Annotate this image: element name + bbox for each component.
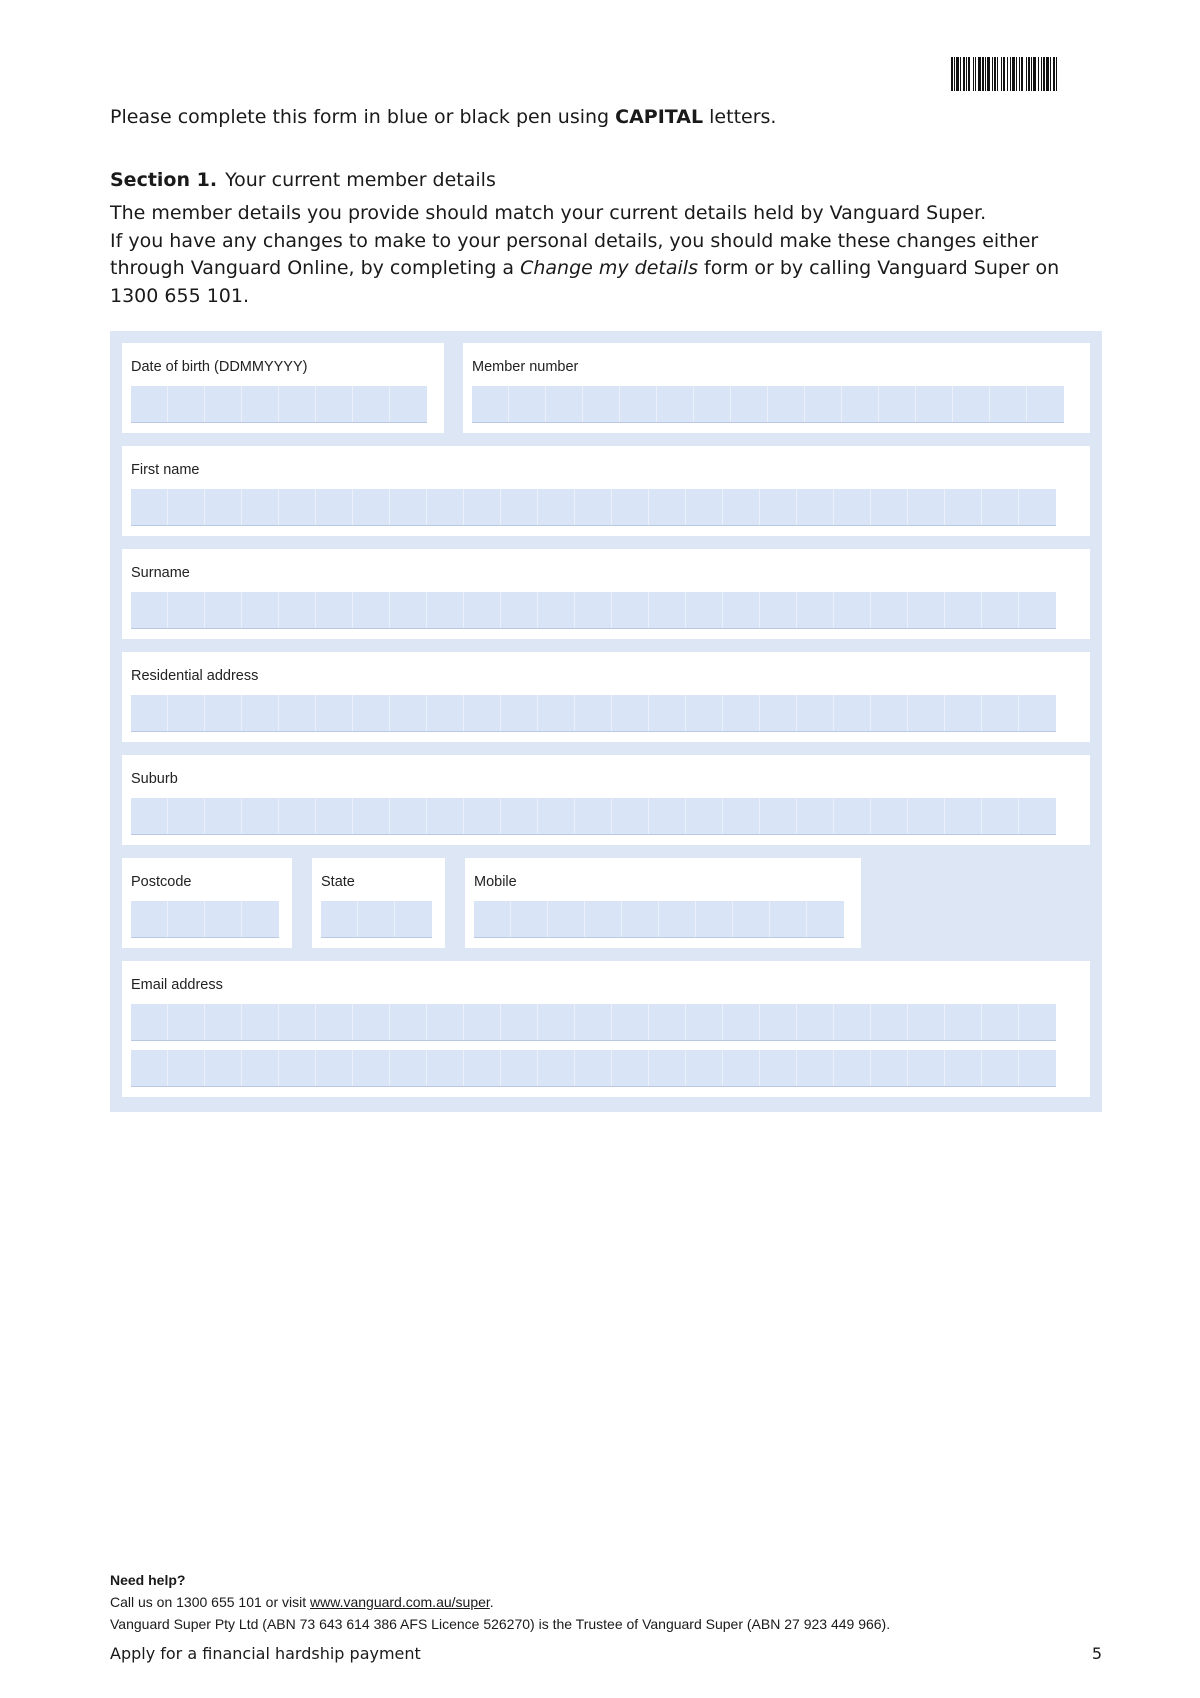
character-box[interactable] [834, 798, 871, 834]
character-box[interactable] [797, 695, 834, 731]
character-box[interactable] [871, 1004, 908, 1040]
character-box[interactable] [353, 489, 390, 525]
character-box[interactable] [464, 695, 501, 731]
character-box[interactable] [879, 386, 916, 422]
character-box[interactable] [242, 489, 279, 525]
document-title: Apply for a financial hardship payment [110, 1644, 421, 1663]
character-box[interactable] [583, 386, 620, 422]
postcode-input[interactable] [131, 901, 279, 938]
character-box[interactable] [464, 1050, 501, 1086]
character-box[interactable] [834, 592, 871, 628]
character-box[interactable] [982, 592, 1019, 628]
character-box[interactable] [723, 1050, 760, 1086]
character-box[interactable] [649, 489, 686, 525]
character-box[interactable] [908, 489, 945, 525]
character-box[interactable] [205, 386, 242, 422]
character-box[interactable] [511, 901, 548, 937]
character-box[interactable] [649, 1004, 686, 1040]
character-box[interactable] [760, 798, 797, 834]
trustee-disclosure: Vanguard Super Pty Ltd (ABN 73 643 614 386 AFS Licence 526270) is the Trustee of Vanguard Super (ABN 27 923 449 966). [110, 1616, 891, 1632]
character-box[interactable] [538, 489, 575, 525]
character-box[interactable] [168, 386, 205, 422]
character-box[interactable] [538, 695, 575, 731]
character-box[interactable] [131, 1004, 168, 1040]
character-box[interactable] [871, 798, 908, 834]
character-box[interactable] [834, 1004, 871, 1040]
character-box[interactable] [1019, 592, 1056, 628]
character-box[interactable] [575, 592, 612, 628]
character-box[interactable] [358, 901, 395, 937]
character-box[interactable] [871, 592, 908, 628]
character-box[interactable] [279, 592, 316, 628]
mobile-label: Mobile [474, 874, 517, 890]
barcode [951, 57, 1156, 91]
character-box[interactable] [316, 489, 353, 525]
member-number-label: Member number [472, 359, 579, 375]
character-box[interactable] [797, 1050, 834, 1086]
character-box[interactable] [916, 386, 953, 422]
intro-line-2: If you have any changes to make to your personal details, you should make these changes either through Vanguard Online, by completing a Change my details form or by calling Vanguard Super on 1300 655 101. [110, 229, 1060, 307]
character-box[interactable] [871, 1050, 908, 1086]
character-box[interactable] [1019, 798, 1056, 834]
character-box[interactable] [242, 1050, 279, 1086]
character-box[interactable] [723, 798, 760, 834]
character-box[interactable] [834, 695, 871, 731]
character-box[interactable] [131, 695, 168, 731]
character-box[interactable] [1019, 695, 1056, 731]
character-box[interactable] [612, 695, 649, 731]
intro-line-1: The member details you provide should match your current details held by Vanguard Super. [110, 202, 987, 224]
character-box[interactable] [723, 592, 760, 628]
character-box[interactable] [649, 1050, 686, 1086]
residential-address-label: Residential address [131, 668, 259, 684]
character-box[interactable] [168, 798, 205, 834]
character-box[interactable] [472, 386, 509, 422]
character-box[interactable] [797, 1004, 834, 1040]
character-box[interactable] [945, 695, 982, 731]
section-title: Your current member details [225, 169, 496, 191]
character-box[interactable] [131, 386, 168, 422]
character-box[interactable] [279, 489, 316, 525]
character-box[interactable] [427, 592, 464, 628]
character-box[interactable] [279, 798, 316, 834]
first-name-field [122, 446, 1090, 536]
character-box[interactable] [807, 901, 844, 937]
character-box[interactable] [168, 1050, 205, 1086]
character-box[interactable] [501, 489, 538, 525]
character-box[interactable] [945, 489, 982, 525]
character-box[interactable] [908, 1050, 945, 1086]
character-box[interactable] [390, 1004, 427, 1040]
section-number: Section 1. [110, 169, 218, 191]
character-box[interactable] [982, 1004, 1019, 1040]
character-box[interactable] [797, 798, 834, 834]
character-box[interactable] [168, 901, 205, 937]
character-box[interactable] [723, 489, 760, 525]
character-box[interactable] [620, 386, 657, 422]
character-box[interactable] [353, 1050, 390, 1086]
postcode-label: Postcode [131, 874, 192, 890]
character-box[interactable] [686, 1050, 723, 1086]
help-footer [110, 1569, 890, 1635]
character-box[interactable] [612, 592, 649, 628]
character-box[interactable] [168, 489, 205, 525]
character-box[interactable] [353, 386, 390, 422]
page-number: 5 [1091, 1644, 1102, 1663]
character-box[interactable] [316, 1050, 353, 1086]
character-box[interactable] [316, 1004, 353, 1040]
character-box[interactable] [279, 695, 316, 731]
character-box[interactable] [390, 386, 427, 422]
character-box[interactable] [395, 901, 432, 937]
character-box[interactable] [1019, 489, 1056, 525]
character-box[interactable] [945, 798, 982, 834]
character-box[interactable] [390, 695, 427, 731]
character-box[interactable] [659, 901, 696, 937]
dob-label: Date of birth (DDMMYYYY) [131, 359, 308, 375]
suburb-input[interactable] [131, 798, 1056, 835]
character-box[interactable] [982, 798, 1019, 834]
character-box[interactable] [353, 695, 390, 731]
character-box[interactable] [205, 489, 242, 525]
character-box[interactable] [686, 489, 723, 525]
character-box[interactable] [797, 489, 834, 525]
character-box[interactable] [131, 901, 168, 937]
character-box[interactable] [1019, 1050, 1056, 1086]
character-box[interactable] [945, 1004, 982, 1040]
character-box[interactable] [585, 901, 622, 937]
surname-field [122, 549, 1090, 639]
character-box[interactable] [834, 1050, 871, 1086]
help-line-1: Call us on 1300 655 101 or visit www.vanguard.com.au/super. [110, 1594, 494, 1610]
instruction-suffix: letters. [703, 106, 777, 128]
character-box[interactable] [575, 798, 612, 834]
character-box[interactable] [723, 1004, 760, 1040]
character-box[interactable] [575, 1004, 612, 1040]
character-box[interactable] [760, 695, 797, 731]
character-box[interactable] [908, 1004, 945, 1040]
character-box[interactable] [279, 386, 316, 422]
state-field [312, 858, 445, 948]
character-box[interactable] [908, 798, 945, 834]
character-box[interactable] [501, 1050, 538, 1086]
character-box[interactable] [805, 386, 842, 422]
character-box[interactable] [575, 489, 612, 525]
character-box[interactable] [770, 901, 807, 937]
character-box[interactable] [842, 386, 879, 422]
character-box[interactable] [242, 386, 279, 422]
character-box[interactable] [538, 798, 575, 834]
character-box[interactable] [474, 901, 511, 937]
character-box[interactable] [731, 386, 768, 422]
character-box[interactable] [760, 489, 797, 525]
character-box[interactable] [316, 386, 353, 422]
character-box[interactable] [509, 386, 546, 422]
postcode-field [122, 858, 292, 948]
character-box[interactable] [649, 592, 686, 628]
instruction-text: Please complete this form in blue or black pen using [110, 106, 616, 128]
residential-address-field [122, 652, 1090, 742]
vanguard-super-link[interactable]: www.vanguard.com.au/super [310, 1594, 490, 1610]
character-box[interactable] [871, 489, 908, 525]
character-box[interactable] [427, 695, 464, 731]
character-box[interactable] [538, 1004, 575, 1040]
character-box[interactable] [908, 695, 945, 731]
character-box[interactable] [546, 386, 583, 422]
character-box[interactable] [538, 1050, 575, 1086]
character-box[interactable] [242, 798, 279, 834]
mobile-field [465, 858, 861, 948]
character-box[interactable] [694, 386, 731, 422]
surname-label: Surname [131, 565, 190, 581]
character-box[interactable] [316, 798, 353, 834]
character-box[interactable] [205, 592, 242, 628]
email-field [122, 961, 1090, 1097]
character-box[interactable] [657, 386, 694, 422]
character-box[interactable] [575, 695, 612, 731]
character-box[interactable] [686, 592, 723, 628]
character-box[interactable] [427, 489, 464, 525]
character-box[interactable] [612, 1050, 649, 1086]
form-instruction [110, 106, 776, 128]
surname-input[interactable] [131, 592, 1056, 629]
character-box[interactable] [390, 592, 427, 628]
character-box[interactable] [990, 386, 1027, 422]
character-box[interactable] [168, 1004, 205, 1040]
character-box[interactable] [834, 489, 871, 525]
mobile-input[interactable] [474, 901, 844, 938]
state-label: State [321, 874, 355, 890]
character-box[interactable] [353, 592, 390, 628]
character-box[interactable] [501, 695, 538, 731]
character-box[interactable] [945, 592, 982, 628]
character-box[interactable] [733, 901, 770, 937]
character-box[interactable] [760, 1050, 797, 1086]
character-box[interactable] [464, 798, 501, 834]
character-box[interactable] [982, 1050, 1019, 1086]
character-box[interactable] [390, 798, 427, 834]
character-box[interactable] [953, 386, 990, 422]
section-intro [110, 200, 1090, 310]
character-box[interactable] [131, 489, 168, 525]
character-box[interactable] [131, 592, 168, 628]
character-box[interactable] [427, 1004, 464, 1040]
email-label: Email address [131, 977, 223, 993]
member-details-panel [110, 331, 1102, 1112]
dob-input[interactable] [131, 386, 427, 423]
member-number-input[interactable] [472, 386, 1064, 423]
character-box[interactable] [686, 798, 723, 834]
character-box[interactable] [760, 1004, 797, 1040]
character-box[interactable] [501, 1004, 538, 1040]
instruction-emphasis: CAPITAL [615, 106, 704, 128]
character-box[interactable] [279, 1050, 316, 1086]
character-box[interactable] [353, 798, 390, 834]
email-input-line-2[interactable] [131, 1050, 1056, 1087]
character-box[interactable] [768, 386, 805, 422]
character-box[interactable] [723, 695, 760, 731]
character-box[interactable] [168, 695, 205, 731]
character-box[interactable] [501, 592, 538, 628]
state-input[interactable] [321, 901, 432, 938]
character-box[interactable] [390, 1050, 427, 1086]
character-box[interactable] [464, 489, 501, 525]
first-name-label: First name [131, 462, 200, 478]
character-box[interactable] [649, 798, 686, 834]
character-box[interactable] [649, 695, 686, 731]
character-box[interactable] [982, 695, 1019, 731]
character-box[interactable] [1027, 386, 1064, 422]
character-box[interactable] [575, 1050, 612, 1086]
character-box[interactable] [205, 798, 242, 834]
character-box[interactable] [464, 592, 501, 628]
character-box[interactable] [612, 798, 649, 834]
character-box[interactable] [612, 1004, 649, 1040]
character-box[interactable] [1019, 1004, 1056, 1040]
character-box[interactable] [205, 1050, 242, 1086]
character-box[interactable] [612, 489, 649, 525]
character-box[interactable] [390, 489, 427, 525]
character-box[interactable] [797, 592, 834, 628]
residential-address-input[interactable] [131, 695, 1056, 732]
character-box[interactable] [464, 1004, 501, 1040]
first-name-input[interactable] [131, 489, 1056, 526]
character-box[interactable] [205, 901, 242, 937]
suburb-field [122, 755, 1090, 845]
character-box[interactable] [131, 1050, 168, 1086]
character-box[interactable] [279, 1004, 316, 1040]
character-box[interactable] [686, 1004, 723, 1040]
character-box[interactable] [427, 1050, 464, 1086]
character-box[interactable] [501, 798, 538, 834]
dob-field [122, 343, 444, 433]
character-box[interactable] [205, 695, 242, 731]
help-title: Need help? [110, 1572, 186, 1588]
character-box[interactable] [242, 695, 279, 731]
character-box[interactable] [945, 1050, 982, 1086]
character-box[interactable] [908, 592, 945, 628]
character-box[interactable] [242, 901, 279, 937]
character-box[interactable] [353, 1004, 390, 1040]
character-box[interactable] [205, 1004, 242, 1040]
character-box[interactable] [131, 798, 168, 834]
character-box[interactable] [242, 1004, 279, 1040]
character-box[interactable] [622, 901, 659, 937]
character-box[interactable] [760, 592, 797, 628]
character-box[interactable] [538, 592, 575, 628]
character-box[interactable] [548, 901, 585, 937]
character-box[interactable] [696, 901, 733, 937]
suburb-label: Suburb [131, 771, 178, 787]
character-box[interactable] [871, 695, 908, 731]
section-heading [110, 169, 496, 191]
character-box[interactable] [316, 695, 353, 731]
character-box[interactable] [316, 592, 353, 628]
form-name-italic: Change my details [520, 257, 698, 279]
character-box[interactable] [982, 489, 1019, 525]
character-box[interactable] [427, 798, 464, 834]
character-box[interactable] [686, 695, 723, 731]
character-box[interactable] [321, 901, 358, 937]
character-box[interactable] [168, 592, 205, 628]
member-number-field [463, 343, 1090, 433]
character-box[interactable] [242, 592, 279, 628]
email-input-line-1[interactable] [131, 1004, 1056, 1041]
